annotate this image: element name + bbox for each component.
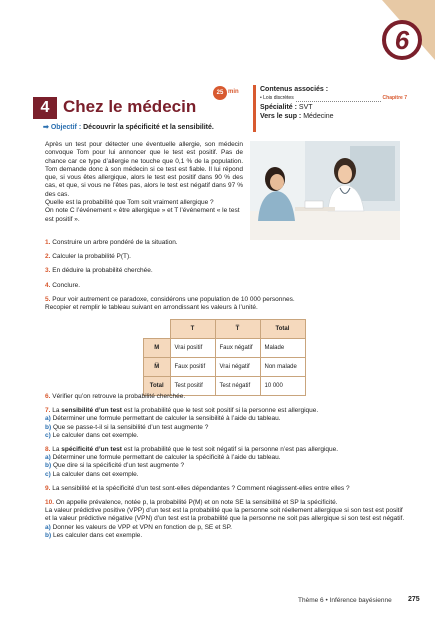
- question-text-2: Recopier et remplir le tableau suivant en arrondissant les valeurs à l’unité.: [45, 304, 258, 312]
- sub-label: b): [45, 462, 52, 470]
- question-term: sensibilité d’un test: [61, 407, 122, 415]
- question-text: Pour voir autrement ce paradoxe, considérons une population de 10 000 personnes.: [52, 295, 295, 303]
- questions-list-2: [45, 393, 405, 540]
- sub-label: c): [45, 431, 51, 439]
- question-6: [45, 393, 405, 401]
- question-text: Construire un arbre pondéré de la situation.: [52, 239, 178, 246]
- sub-text: Que se passe-t-il si la sensibilité d’un test augmente ?: [52, 423, 209, 431]
- specialite-label: Spécialité :: [260, 104, 297, 111]
- question-number: 6.: [45, 393, 51, 400]
- question-7b: [45, 424, 405, 432]
- table-header: Total: [260, 320, 305, 339]
- question-7a: [45, 415, 405, 423]
- arrow-right-icon: ➡: [43, 124, 49, 131]
- exercise-title: Chez le médecin: [63, 97, 197, 116]
- sub-text: Les calculer dans cet exemple.: [52, 531, 143, 539]
- sup-value: Médecine: [303, 113, 334, 120]
- question-5: [45, 296, 405, 312]
- timer-badge: [213, 86, 239, 100]
- question-1: [45, 239, 405, 247]
- objectif-line: [43, 123, 214, 131]
- contingency-table: [143, 319, 306, 396]
- contenus-item-row: [260, 94, 407, 103]
- intro-paragraph-1: Après un test pour détecter une éventuelle allergie, son médecin convoque Tom pour lui annoncer que le test est positif. Pas de chance car ce type d’allergie ne touche que 0,1 % de la population. Tom demande donc à son médecin si ce test est fiable. Il lui répond que, si vous êtes allergique, alors le test est positif dans 90 % des cas, et que, si vous ne l’êtes pas, alors le test est négatif dans 97 % des cas.: [45, 141, 243, 198]
- questions-list-1: [45, 239, 405, 312]
- question-text: En déduire la probabilité cherchée.: [52, 267, 153, 275]
- question-9: [45, 485, 405, 493]
- question-lead: La: [52, 407, 62, 415]
- question-text: On appelle prévalence, notée p, la probabilité P(M) et on note SE la sensibilité et SP la spécificité.: [55, 499, 338, 507]
- question-number: 10.: [45, 499, 55, 507]
- doctor-consultation-photo: [250, 141, 400, 240]
- contenus-item: • Lois discrètes: [260, 95, 294, 101]
- table-cell: Malade: [260, 339, 305, 358]
- sub-text: Déterminer une formule permettant de calculer la spécificité à l’aide du tableau.: [52, 454, 281, 462]
- question-8b: [45, 462, 405, 470]
- table-row-header: M̅: [144, 358, 171, 377]
- question-term: spécificité d’un test: [61, 446, 122, 454]
- table-cell: Non malade: [260, 358, 305, 377]
- question-10b: [45, 532, 405, 540]
- question-7c: [45, 432, 405, 440]
- dotted-leader: [296, 101, 381, 102]
- question-text: est la probabilité que le test soit négatif si la personne n’est pas allergique.: [121, 446, 339, 454]
- question-number: 2.: [45, 253, 51, 261]
- table-row-header: M: [144, 339, 171, 358]
- sub-label: a): [45, 454, 51, 462]
- contenus-label: Contenus associés :: [260, 86, 329, 93]
- sub-label: a): [45, 523, 51, 531]
- timer-unit: min: [228, 89, 239, 95]
- specialite-value: SVT: [298, 104, 313, 111]
- sub-text: Le calculer dans cet exemple.: [52, 431, 139, 439]
- table-cell: Vrai positif: [170, 339, 215, 358]
- question-7: [45, 407, 405, 415]
- question-number: 1.: [45, 239, 51, 246]
- question-text: La sensibilité et la spécificité d’un test sont-elles dépendantes ? Comment réagissent-elles entre elles ?: [52, 484, 350, 492]
- question-text: Vérifier qu’on retrouve la probabilité cherchée.: [52, 393, 186, 400]
- intro-paragraph-2: Quelle est la probabilité que Tom soit vraiment allergique ?: [45, 199, 214, 207]
- question-10: [45, 499, 405, 507]
- question-2: [45, 253, 405, 261]
- sub-text: Que dire si la spécificité d’un test augmente ?: [52, 462, 185, 470]
- timer-icon: 25: [213, 86, 227, 100]
- sub-text: Donner les valeurs de VPP et VPN en fonction de p, SE et SP.: [52, 523, 232, 531]
- table-header: T: [170, 320, 215, 339]
- sub-text: Déterminer une formule permettant de calculer la sensibilité à l’aide du tableau.: [52, 415, 281, 423]
- table-header: T̅: [215, 320, 260, 339]
- question-8a: [45, 454, 405, 462]
- question-8: [45, 446, 405, 454]
- question-text: est la probabilité que le test soit positif si la personne est allergique.: [121, 407, 319, 415]
- objectif-label: Objectif :: [50, 124, 82, 131]
- sup-label: Vers le sup :: [260, 113, 302, 120]
- question-8c: [45, 471, 405, 479]
- footer-theme: Thème 6 • Inférence bayésienne: [298, 597, 392, 604]
- table-header-row: [144, 320, 306, 339]
- intro-paragraph-3: On note C l’événement « être allergique » et T l’événement « le test est positif ».: [45, 207, 240, 223]
- intro-text: [45, 141, 243, 224]
- table-row: [144, 358, 306, 377]
- question-10a: [45, 524, 405, 532]
- specialite-row: [260, 103, 407, 112]
- table-cell: Test négatif: [215, 377, 260, 396]
- contenus-chapter: Chapitre 7: [382, 95, 407, 101]
- sub-label: b): [45, 531, 52, 539]
- table-row: [144, 339, 306, 358]
- question-number: 7.: [45, 407, 51, 415]
- sub-text: La calculer dans cet exemple.: [52, 470, 139, 478]
- sub-label: a): [45, 415, 51, 423]
- table-corner: [144, 320, 171, 339]
- table-cell: Vrai négatif: [215, 358, 260, 377]
- question-lead: La: [52, 446, 62, 454]
- question-4: [45, 282, 405, 290]
- sub-label: b): [45, 423, 52, 431]
- table-cell: 10 000: [260, 377, 305, 396]
- chapter-number-badge: 6: [382, 20, 422, 60]
- table-row-header: Total: [144, 377, 171, 396]
- question-number: 9.: [45, 484, 51, 492]
- table-cell: Faux positif: [170, 358, 215, 377]
- question-number: 3.: [45, 267, 51, 275]
- associated-contents-box: [253, 85, 407, 132]
- question-text: Conclure.: [52, 281, 81, 289]
- page-number: 275: [408, 596, 420, 603]
- question-3: [45, 267, 405, 275]
- question-number: 8.: [45, 446, 51, 454]
- question-text: Calculer la probabilité P(T).: [52, 253, 131, 261]
- question-number: 5.: [45, 295, 51, 303]
- sub-label: c): [45, 470, 51, 478]
- objectif-text: Découvrir la spécificité et la sensibilité.: [83, 124, 214, 131]
- table-cell: Test positif: [170, 377, 215, 396]
- sup-row: [260, 112, 407, 121]
- question-number: 4.: [45, 281, 51, 289]
- table-cell: Faux négatif: [215, 339, 260, 358]
- question-10-paragraph: La valeur prédictive positive (VPP) d’un test est la probabilité que la personne soit réellement allergique si son test est positif et la valeur prédictive négative (VPN) d’un test est la probabilité que la personne ne soit pas allergique si son test est négatif.: [45, 507, 405, 523]
- exercise-number: 4: [33, 97, 57, 119]
